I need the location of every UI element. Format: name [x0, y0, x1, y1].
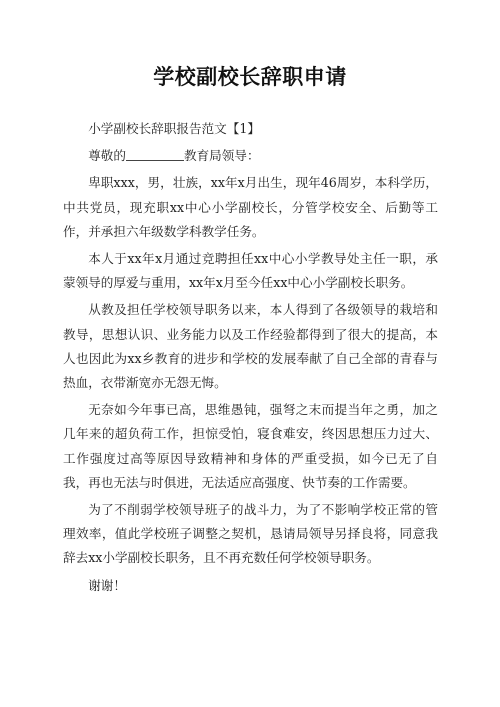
- document-title: 学校副校长辞职申请: [153, 64, 347, 89]
- document-body: [63, 117, 438, 601]
- salutation-blank-line: [126, 148, 184, 161]
- paragraph-5: 为了不削弱学校领导班子的战斗力，为了不影响学校正常的管理效率，值此学校班子调整之契机，恳请局领导另择良将，同意我辞去xx小学副校长职务，且不再充数任何学校领导职务。: [63, 502, 438, 566]
- salutation-prefix: 尊敬的: [88, 148, 126, 164]
- paragraph-3: 从教及担任学校领导职务以来，本人得到了各级领导的栽培和教导，思想认识、业务能力以及工作经验都得到了很大的提高，本人也因此为xx乡教育的进步和学校的发展奉献了自己全部的青春与热血，衣带渐宽亦无怨无悔。: [63, 302, 438, 391]
- paragraph-2: 本人于xx年x月通过竞聘担任xx中心小学教导处主任一职，承蒙领导的厚爱与重用，xx年x月至今任xx中心小学副校长职务。: [63, 251, 438, 291]
- salutation: [63, 144, 438, 168]
- paragraph-4: 无奈如今年事已高，思维愚钝，强弩之末而提当年之勇，加之几年来的超负荷工作，担惊受怕，寝食难安，终因思想压力过大、工作强度过高等原因导致精神和身体的严重受损，如今已无了自我，再也无法与时俱进，无法适应高强度、快节奏的工作需要。: [63, 402, 438, 490]
- closing-thanks: 谢谢！: [88, 577, 126, 593]
- paragraph-1: 卑职xxx，男，壮族，xx年x月出生，现年46周岁，本科学历，中共党员，现充职xx中心小学副校长，分管学校安全、后勤等工作，并承担六年级数学科教学任务。: [63, 175, 438, 239]
- document-subtitle: 小学副校长辞职报告范文【1】: [88, 121, 260, 136]
- salutation-suffix: 教育局领导：: [183, 148, 260, 164]
